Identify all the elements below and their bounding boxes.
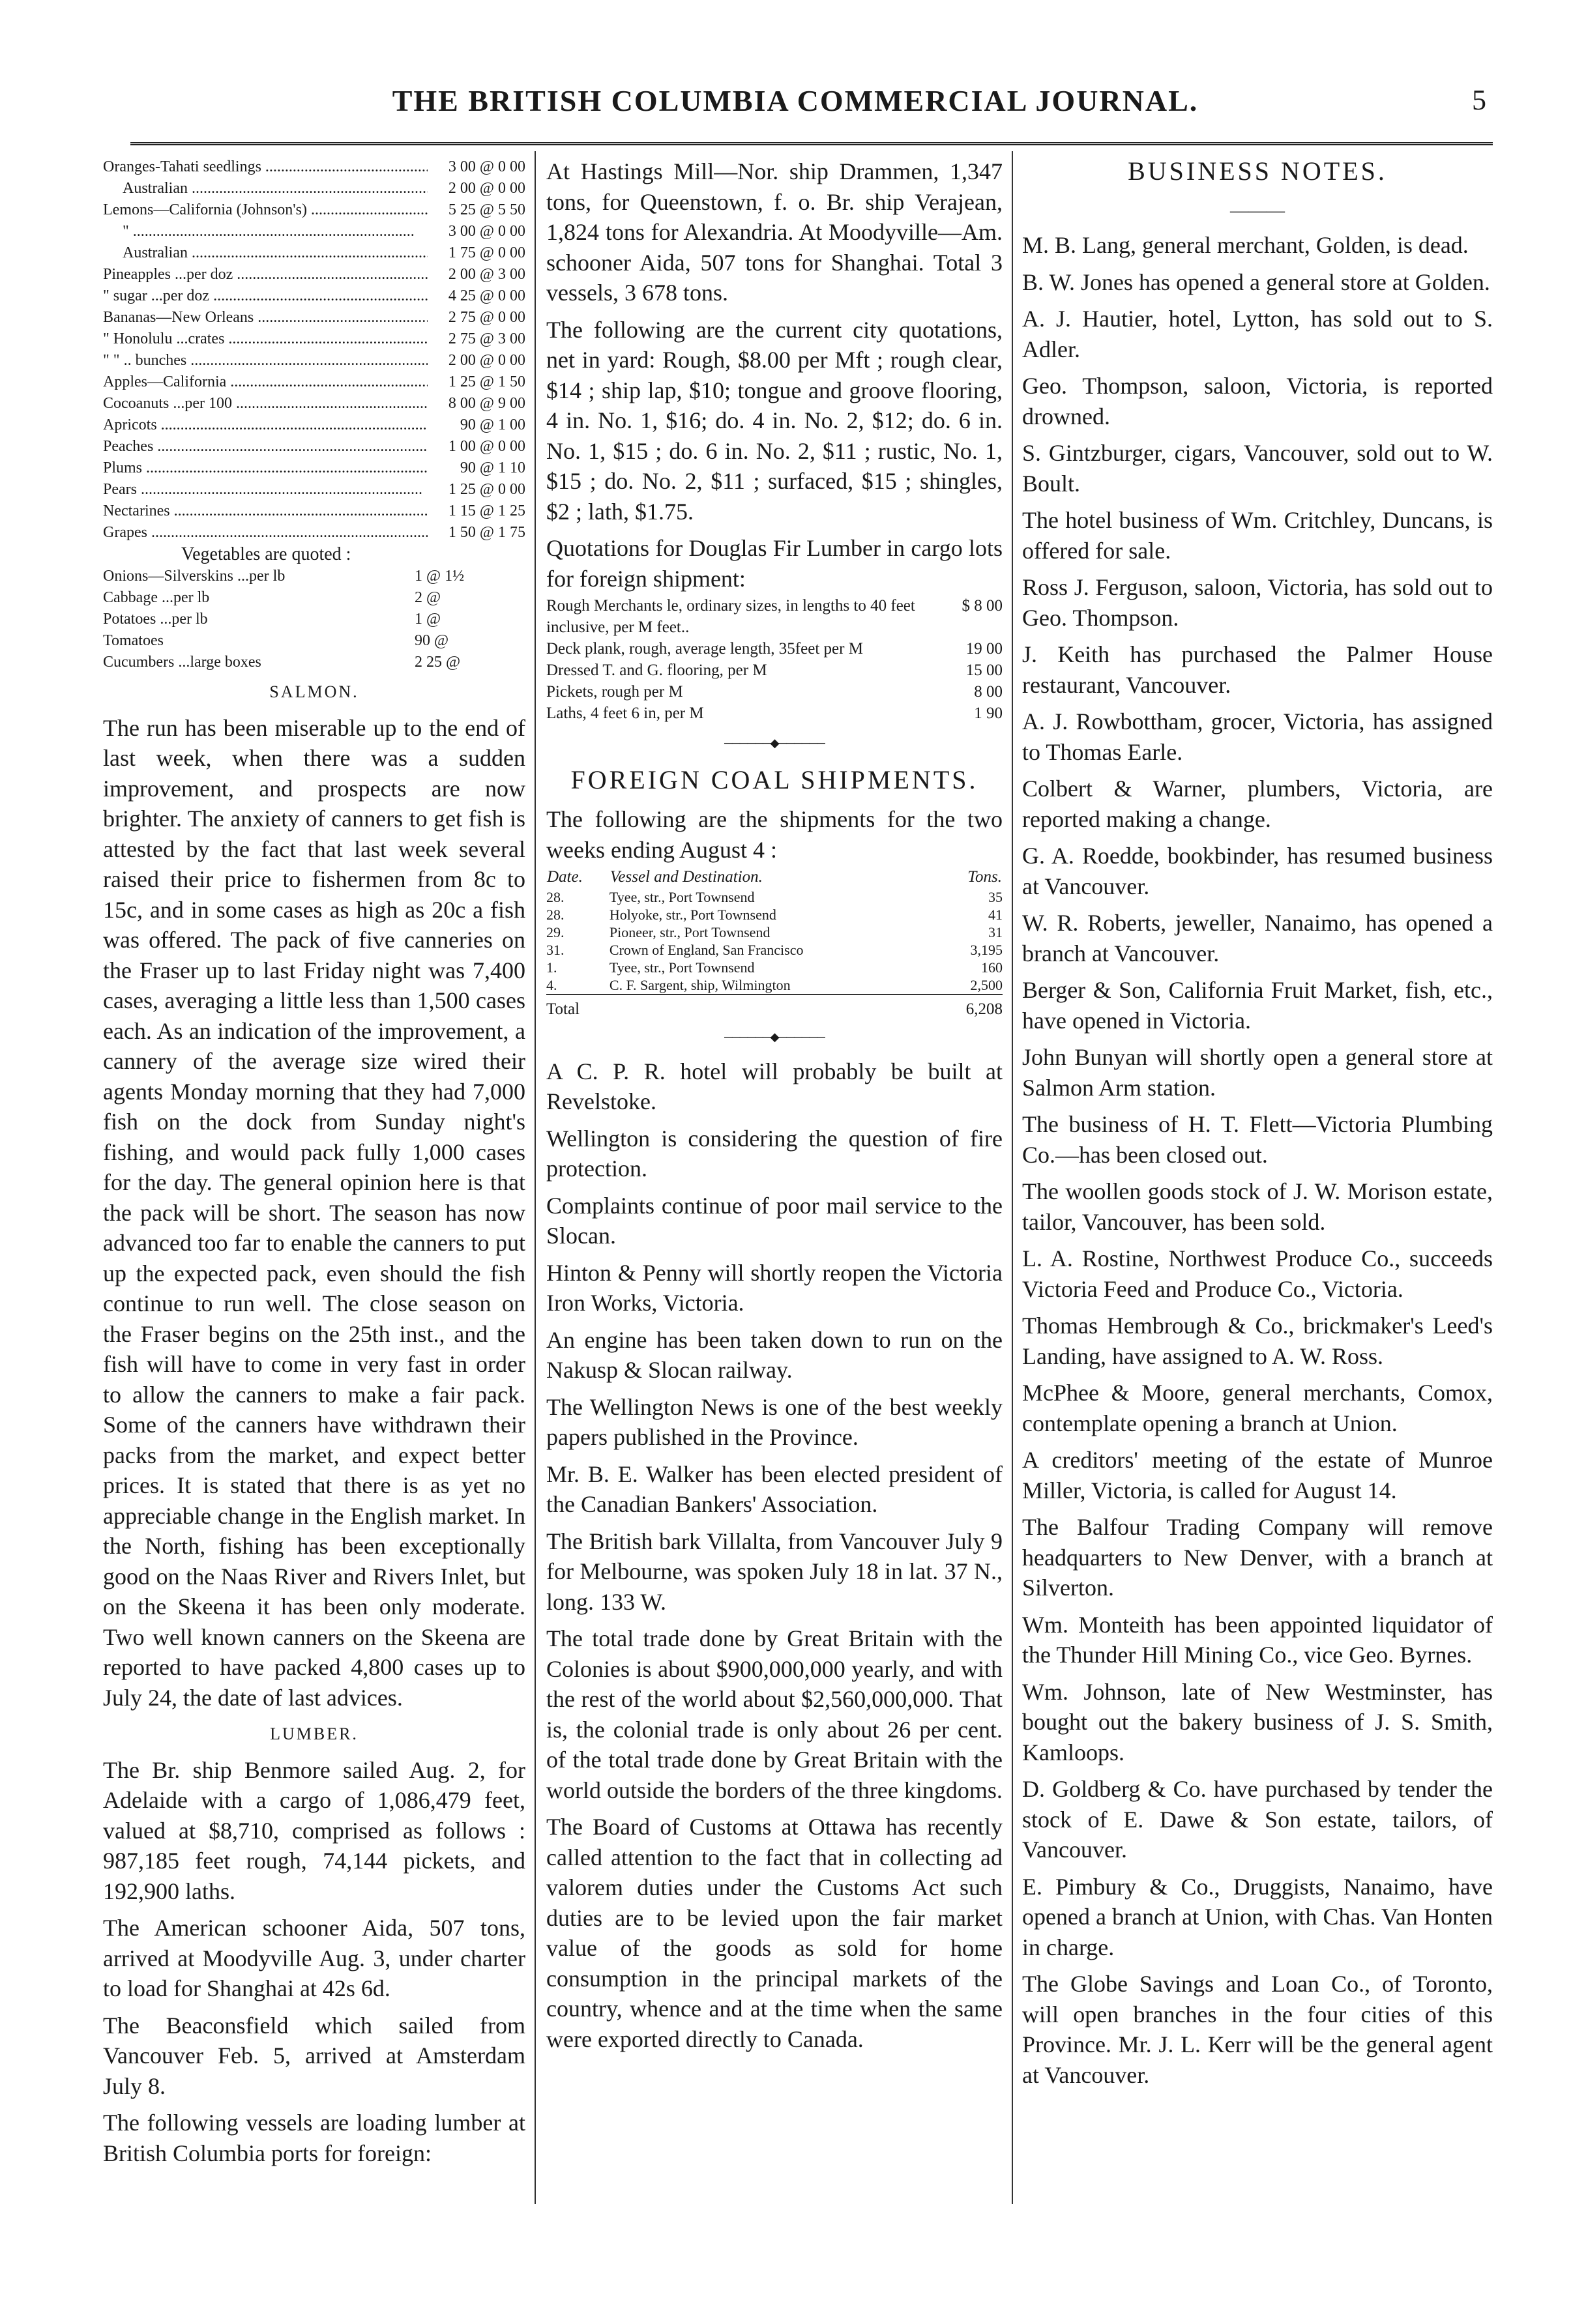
- news-item: Wellington is considering the question of fire protection.: [546, 1125, 1003, 1182]
- table-row: 29. Pioneer, str., Port Townsend 31: [546, 924, 1003, 940]
- business-note: The woollen goods stock of J. W. Morison estate, tailor, Vancouver, has been sold.: [1022, 1178, 1493, 1235]
- price-row: Onions—Silverskins ...per lb 1 @ 1½: [103, 568, 465, 585]
- column-divider-2: [1012, 151, 1013, 2204]
- column-header-tons: Tons.: [967, 868, 1002, 886]
- lumber-paragraph: The following vessels are loading lumber at British Columbia ports for foreign:: [103, 2110, 525, 2166]
- price-row: Pineapples ...per doz ..... 2 00 @ 3 00: [103, 264, 525, 285]
- price-row: Plums ..... 90 @ 1 10: [103, 458, 525, 479]
- lumber-paragraph: The Beaconsfield which sailed from Vancouver Feb. 5, arrived at Amsterdam July 8.: [103, 2012, 525, 2099]
- column-2: [546, 156, 1003, 2061]
- column-header-vessel: Vessel and Destination.: [609, 868, 763, 886]
- lumber-paragraph: The American schooner Aida, 507 tons, arrived at Moodyville Aug. 3, under charter to load for Shanghai at 42s 6d.: [103, 1915, 525, 2001]
- price-row: Cocoanuts ...per 100 ..... 8 00 @ 9 00: [103, 393, 525, 414]
- business-note: A. J. Hautier, hotel, Lytton, has sold out to S. Adler.: [1022, 306, 1493, 362]
- business-note: The business of H. T. Flett—Victoria Plumbing Co.—has been closed out.: [1022, 1111, 1493, 1168]
- table-row: 1. Tyee, str., Port Townsend 160: [546, 959, 1003, 976]
- news-item: Hinton & Penny will shortly reopen the Victoria Iron Works, Victoria.: [546, 1259, 1003, 1316]
- news-item: The total trade done by Great Britain with the Colonies is about $900,000,000 yearly, and with the rest of the world about $2,560,000,000. That is, the colonial trade is only about 26 per cent. of the total trade done by Great Britain with the world outside the borders of the three kingdoms.: [546, 1625, 1003, 1803]
- business-note: Berger & Son, California Fruit Market, fish, etc., have opened in Victoria.: [1022, 977, 1493, 1034]
- business-note: W. R. Roberts, jeweller, Nanaimo, has opened a branch at Vancouver.: [1022, 910, 1493, 966]
- price-row: Cucumbers ...large boxes 2 25 @: [103, 654, 461, 671]
- business-note: E. Pimbury & Co., Druggists, Nanaimo, have opened a branch at Union, with Chas. Van Honten in charge.: [1022, 1873, 1493, 1960]
- price-row: " Honolulu ...crates ..... 2 75 @ 3 00: [103, 328, 525, 350]
- price-row: Nectarines ..... 1 15 @ 1 25: [103, 501, 525, 522]
- business-note: D. Goldberg & Co. have purchased by tender the stock of E. Dawe & Son estate, tailors, of Vancouver.: [1022, 1776, 1493, 1863]
- ornament-divider: ──────◆──────: [724, 736, 825, 749]
- price-row: Australian ..... 2 00 @ 0 00: [103, 178, 525, 199]
- city-quotations: The following are the current city quotations, net in yard: Rough, $8.00 per Mft ; rough clear, $14 ; ship lap, $10; tongue and groove flooring, 4 in. No. 1, $16; do. 4 in. No. 2, $12; do. 6 in. No. 1, $15 ; do. 6 in. No. 2, $11 ; rustic, No. 1, $15 ; do. No. 2, $11 ; surfaced, $15 ; shingles, $2 ; lath, $1.75.: [546, 316, 1003, 525]
- news-item: Complaints continue of poor mail service to the Slocan.: [546, 1192, 1003, 1249]
- business-note: M. B. Lang, general merchant, Golden, is dead.: [1022, 232, 1469, 258]
- business-note: L. A. Rostine, Northwest Produce Co., succeeds Victoria Feed and Produce Co., Victoria.: [1022, 1245, 1493, 1302]
- table-header-row: [546, 867, 1003, 888]
- business-note: Thomas Hembrough & Co., brickmaker's Leed's Landing, have assigned to A. W. Ross.: [1022, 1313, 1493, 1369]
- price-row: " ..... 3 00 @ 0 00: [103, 221, 525, 242]
- price-row: Grapes ..... 1 50 @ 1 75: [103, 522, 525, 544]
- price-row: Apples—California ..... 1 25 @ 1 50: [103, 371, 525, 393]
- business-note: Wm. Monteith has been appointed liquidator of the Thunder Hill Mining Co., vice Geo. Byrnes.: [1022, 1611, 1493, 1668]
- price-row: Tomatoes 90 @: [103, 632, 449, 649]
- column-header-date: Date.: [547, 868, 583, 886]
- business-note: B. W. Jones has opened a general store at Golden.: [1022, 269, 1490, 295]
- column-divider-1: [535, 151, 536, 2204]
- news-item: The Board of Customs at Ottawa has recently called attention to the fact that in collecting ad valorem duties under the Customs Act such duties are to be levied upon the fair market value of the goods as sold for home consumption in the principal markets of the country, whence and at the time when the same were exported directly to Canada.: [546, 1814, 1003, 2052]
- business-note: Colbert & Warner, plumbers, Victoria, are reported making a change.: [1022, 776, 1493, 832]
- business-note: The hotel business of Wm. Critchley, Duncans, is offered for sale.: [1022, 507, 1493, 564]
- vegetable-price-list: [103, 566, 525, 673]
- business-note: A creditors' meeting of the estate of Munroe Miller, Victoria, is called for August 14.: [1022, 1447, 1493, 1503]
- price-row: Dressed T. and G. flooring, per M 15 00: [546, 661, 1003, 679]
- price-row: Deck plank, rough, average length, 35feet per M 19 00: [546, 640, 1003, 658]
- business-note: G. A. Roedde, bookbinder, has resumed business at Vancouver.: [1022, 843, 1493, 899]
- price-row: Cabbage ...per lb 2 @: [103, 589, 441, 606]
- price-row: " " .. bunches ..... 2 00 @ 0 00: [103, 350, 525, 371]
- news-item: An engine has been taken down to run on the Nakusp & Slocan railway.: [546, 1326, 1003, 1383]
- price-row: Peaches ..... 1 00 @ 0 00: [103, 436, 525, 458]
- business-note: The Globe Savings and Loan Co., of Toronto, will open branches in the four cities of this Province. Mr. J. L. Kerr will be the general agent at Vancouver.: [1022, 1971, 1493, 2088]
- price-row: " sugar ...per doz ..... 4 25 @ 0 00: [103, 285, 525, 307]
- table-row: 28. Holyoke, str., Port Townsend 41: [546, 907, 1003, 923]
- heading-dash: ———: [1230, 200, 1285, 221]
- fir-price-list: [546, 595, 1003, 724]
- table-total-row: Total 6,208: [546, 995, 1003, 1018]
- fruit-price-list: [103, 156, 525, 544]
- price-row: Oranges-Tahati seedlings ..... 3 00 @ 0 00: [103, 156, 525, 178]
- journal-title: THE BRITISH COLUMBIA COMMERCIAL JOURNAL.: [392, 84, 1199, 117]
- coal-intro: The following are the shipments for the two weeks ending August 4 :: [546, 806, 1003, 863]
- business-notes-heading: BUSINESS NOTES.: [1128, 156, 1387, 186]
- page-header: [104, 83, 1486, 129]
- business-note: Ross J. Ferguson, saloon, Victoria, has sold out to Geo. Thompson.: [1022, 574, 1493, 631]
- business-note: Wm. Johnson, late of New Westminster, has bought out the bakery business of J. S. Smith, Kamloops.: [1022, 1678, 1493, 1765]
- business-note: S. Gintzburger, cigars, Vancouver, sold out to W. Boult.: [1022, 440, 1493, 497]
- vegetables-intro: Vegetables are quoted :: [181, 544, 351, 564]
- price-row: Bananas—New Orleans ..... 2 75 @ 0 00: [103, 307, 525, 328]
- price-row: Potatoes ...per lb 1 @: [103, 611, 441, 628]
- lumber-loading-paragraph: At Hastings Mill—Nor. ship Drammen, 1,347 tons, for Queenstown, f. o. Br. ship Verajean, 1,824 tons for Alexandria. At Moodyville—Am. schooner Aida, 507 tons for Shanghai. Total 3 vessels, 3 678 tons.: [546, 158, 1003, 306]
- price-row: Pears ..... 1 25 @ 0 00: [103, 479, 525, 501]
- business-note: John Bunyan will shortly open a general store at Salmon Arm station.: [1022, 1044, 1493, 1101]
- price-row: Rough Merchants le, ordinary sizes, in lengths to 40 feet inclusive, per M feet.. $ 8 00: [546, 597, 1003, 636]
- coal-shipments-heading: FOREIGN COAL SHIPMENTS.: [570, 764, 978, 794]
- price-row: Pickets, rough per M 8 00: [546, 683, 1003, 701]
- news-item: Mr. B. E. Walker has been elected president of the Canadian Bankers' Association.: [546, 1460, 1003, 1517]
- table-row: 31. Crown of England, San Francisco 3,195: [546, 942, 1003, 958]
- business-note: Geo. Thompson, saloon, Victoria, is reported drowned.: [1022, 373, 1493, 429]
- table-row: 4. C. F. Sargent, ship, Wilmington 2,500: [546, 977, 1003, 993]
- news-item: The British bark Villalta, from Vancouver July 9 for Melbourne, was spoken July 18 in lat. 37 N., long. 133 W.: [546, 1528, 1003, 1615]
- lumber-heading: LUMBER.: [270, 1724, 359, 1743]
- lumber-paragraph: The Br. ship Benmore sailed Aug. 2, for Adelaide with a cargo of 1,086,479 feet, valued at $8,710, comprised as follows : 987,185 feet rough, 74,144 pickets, and 192,900 laths.: [103, 1756, 525, 1904]
- column-1: [103, 156, 525, 2175]
- price-row: Apricots ..... 90 @ 1 00: [103, 414, 525, 436]
- news-item: The Wellington News is one of the best weekly papers published in the Province.: [546, 1393, 1003, 1450]
- fir-quotations-intro: Quotations for Douglas Fir Lumber in cargo lots for foreign shipment:: [546, 535, 1003, 592]
- column-3: [1022, 156, 1493, 2097]
- page-number: 5: [1472, 84, 1486, 116]
- header-rule: [130, 142, 1493, 145]
- table-row: 28. Tyee, str., Port Townsend 35: [546, 889, 1003, 905]
- salmon-heading: SALMON.: [269, 682, 359, 701]
- price-row: Laths, 4 feet 6 in, per M 1 90: [546, 704, 1003, 722]
- ornament-divider: ──────◆──────: [724, 1030, 825, 1043]
- business-note: J. Keith has purchased the Palmer House restaurant, Vancouver.: [1022, 641, 1493, 698]
- business-note: A. J. Rowbottham, grocer, Victoria, has assigned to Thomas Earle.: [1022, 708, 1493, 765]
- coal-shipments-table: [546, 867, 1003, 1018]
- news-item: A C. P. R. hotel will probably be built at Revelstoke.: [546, 1058, 1003, 1114]
- price-row: Lemons—California (Johnson's) ..... 5 25 @ 5 50: [103, 199, 525, 221]
- price-row: Australian ..... 1 75 @ 0 00: [103, 242, 525, 264]
- business-note: McPhee & Moore, general merchants, Comox, contemplate opening a branch at Union.: [1022, 1380, 1493, 1436]
- salmon-article: The run has been miserable up to the end of last week, when there was a sudden improvement, and prospects are now brighter. The anxiety of canners to get fish is attested by the fact that last week several raised their price to fishermen from 8c to 15c, and in some cases as high as 20c a fish was offered. The pack of five canneries on the Fraser up to last Friday night was 7,400 cases, averaging a little less than 1,500 cases each. As an indication of the improvement, a cannery of the average size wired their agents Monday morning that they had 7,000 fish on the dock from Sunday night's fishing, and would pack fully 1,000 cases for the day. The general opinion here is that the pack will be short. The season has now advanced too far to enable the canners to put up the expected pack, even should the fish continue to run well. The close season on the Fraser begins on the 25th inst., and the fish will have to come in very fast in order to allow the canners to make a fair pack. Some of the canners have withdrawn their packs from the market, and expect better prices. It is stated that there is as yet no appreciable change in the English market. In the North, fishing has been exceptionally good on the Naas River and Rivers Inlet, but on the Skeena it has been only moderate. Two well known canners on the Skeena are reported to have packed 4,800 cases up to July 24, the date of last advices.: [103, 714, 525, 1711]
- business-note: The Balfour Trading Company will remove headquarters to New Denver, with a branch at Silverton.: [1022, 1514, 1493, 1601]
